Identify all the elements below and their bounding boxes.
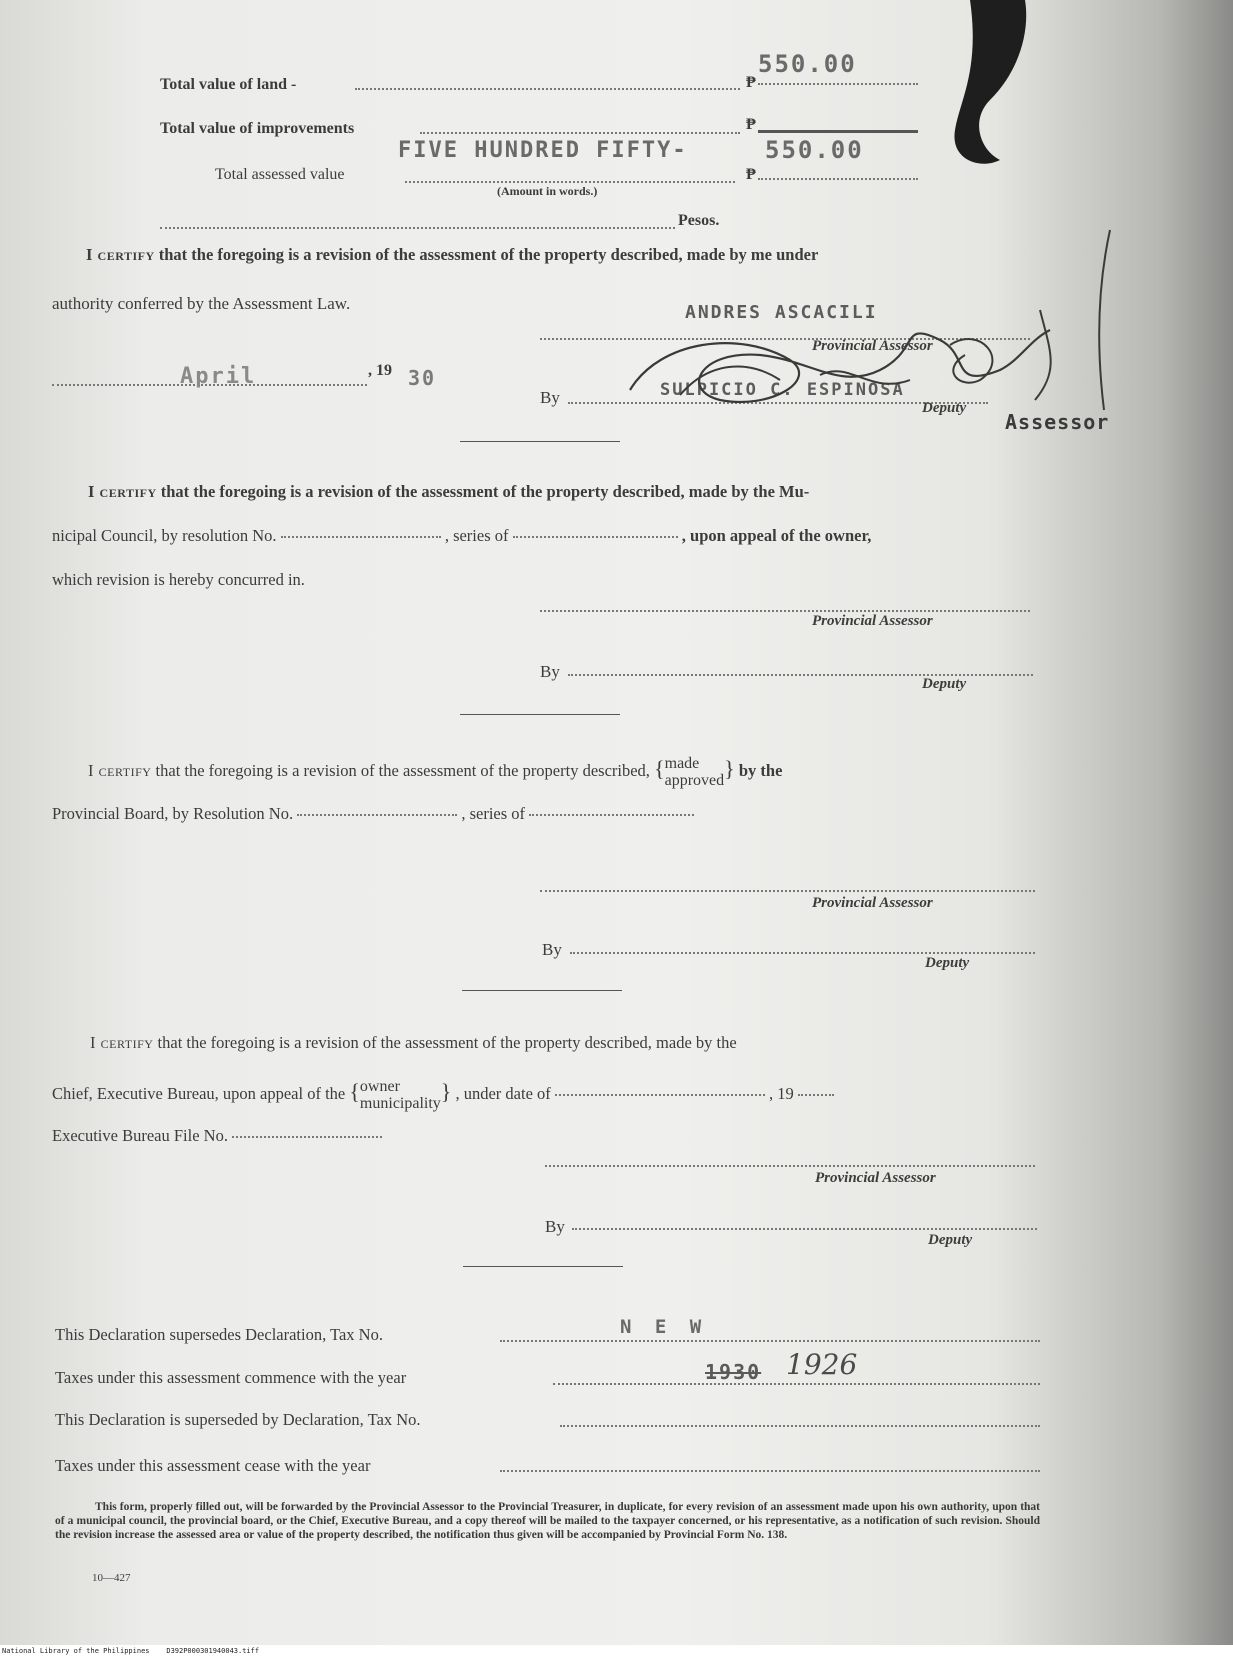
cease-line xyxy=(500,1470,1040,1472)
cert4-text-b1: Chief, Executive Bureau, upon appeal of the xyxy=(52,1083,346,1103)
margin-pen-stroke xyxy=(1090,225,1120,415)
cert4-opt-owner: owner xyxy=(359,1078,400,1095)
commence-typed-year: 1930 xyxy=(705,1360,762,1384)
cert3-deputy-line xyxy=(570,952,1035,954)
cert4-separator xyxy=(463,1266,623,1267)
cert4-by-label: By xyxy=(545,1217,565,1236)
cert1-line-a xyxy=(86,245,818,265)
cert4-file-field xyxy=(232,1136,382,1138)
cert4-text-b3: , 19 xyxy=(769,1083,794,1103)
cert2-assessor-role: Provincial Assessor xyxy=(812,613,933,629)
cert4-text-b2: , under date of xyxy=(455,1083,551,1103)
assessed-currency: ₱ xyxy=(746,166,756,183)
ink-blot xyxy=(930,0,1050,180)
cert3-separator xyxy=(462,990,622,991)
cert4-line-a xyxy=(90,1033,737,1053)
cert2-deputy-role: Deputy xyxy=(922,676,967,692)
cert1-date-year-suffix: 30 xyxy=(408,366,437,390)
cert2-series-field xyxy=(513,536,678,538)
cert3-text-b2: , series of xyxy=(461,804,526,823)
supersedes-value: N E W xyxy=(620,1316,708,1338)
improvements-label: Total value of improvements xyxy=(160,120,355,137)
cert3-text-a2: by the xyxy=(738,760,783,780)
signature-scribble xyxy=(620,300,1090,430)
cert3-line-b xyxy=(52,804,694,824)
cert4-line-b: Chief, Executive Bureau, upon appeal of the {owner municipality} , under date of , 19 xyxy=(52,1078,834,1112)
cert1-separator xyxy=(460,441,620,442)
cert3-series-field xyxy=(529,814,694,816)
cert4-opt-municipality: municipality xyxy=(359,1095,441,1112)
commence-label: Taxes under this assessment commence with the year xyxy=(55,1368,407,1387)
cert2-assessor-line xyxy=(540,610,1030,612)
cert2-lead: I certify xyxy=(88,482,157,501)
cert4-deputy-line xyxy=(572,1228,1037,1230)
cert2-text-b3: , upon appeal of the owner, xyxy=(681,526,872,545)
cert1-assessor-role: Provincial Assessor xyxy=(812,338,933,354)
scan-caption: National Library of the Philippines D392P000301940043.tiff xyxy=(0,1645,1233,1658)
superseded-by-line xyxy=(560,1425,1040,1427)
cert3-line-a: I certify that the foregoing is a revision of the assessment of the property described, {made approved} by the xyxy=(88,755,783,789)
supersedes-line xyxy=(500,1340,1040,1342)
assessed-value: 550.00 xyxy=(765,136,864,164)
cert3-assessor-role: Provincial Assessor xyxy=(812,895,933,911)
cert3-options xyxy=(665,755,725,789)
cert3-lead: I certify xyxy=(88,760,152,780)
cert1-deputy-role: Deputy xyxy=(922,400,967,416)
cert2-by-label: By xyxy=(540,662,560,681)
supersedes-label: This Declaration supersedes Declaration, Tax No. xyxy=(55,1325,383,1344)
cert4-deputy-role: Deputy xyxy=(928,1232,973,1248)
cert1-assessor-typed-name: ANDRES ASCACILI xyxy=(685,302,878,323)
land-value-line xyxy=(758,83,918,85)
assessed-leader xyxy=(405,181,735,183)
amount-in-words-hint: (Amount in words.) xyxy=(497,184,598,198)
cert3-assessor-line xyxy=(540,890,1035,892)
cert3-opt-made: made xyxy=(664,755,700,772)
cert2-text-a: that the foregoing is a revision of the assessment of the property described, made by the Mu- xyxy=(160,482,810,501)
land-leader xyxy=(355,88,740,90)
cert1-lead: I certify xyxy=(86,245,155,264)
cert4-line-c xyxy=(52,1126,382,1146)
cert4-assessor-line xyxy=(545,1165,1035,1167)
assessor-stamp: Assessor xyxy=(1005,410,1110,434)
cert1-text-a: that the foregoing is a revision of the assessment of the property described, made by me under xyxy=(158,245,819,264)
assessed-value-line xyxy=(758,178,918,180)
land-currency: ₱ xyxy=(746,74,756,91)
cert1-date-month: April xyxy=(180,364,257,389)
cert4-text-a: that the foregoing is a revision of the assessment of the property described, made by the xyxy=(157,1033,737,1052)
improvements-currency: ₱ xyxy=(746,116,756,133)
cert3-by-label: By xyxy=(542,940,562,959)
cert4-date-field xyxy=(555,1094,765,1096)
cert1-by-label: By xyxy=(540,388,560,407)
cert2-line-b xyxy=(52,526,871,546)
cert3-opt-approved: approved xyxy=(664,772,725,789)
cert3-resolution-field xyxy=(297,814,457,816)
superseded-by-label: This Declaration is superseded by Declaration, Tax No. xyxy=(55,1410,421,1429)
land-value-label: Total value of land - xyxy=(160,76,297,93)
commence-line xyxy=(553,1383,1040,1385)
commence-handwritten-year: 1926 xyxy=(786,1348,858,1381)
land-value: 550.00 xyxy=(758,50,857,78)
cert2-text-c: which revision is hereby concurred in. xyxy=(52,570,305,589)
cert3-text-a: that the foregoing is a revision of the assessment of the property described, xyxy=(155,760,650,780)
cert1-text-b: authority conferred by the Assessment Law. xyxy=(52,294,351,313)
pesos-line xyxy=(160,227,675,229)
cert4-assessor-role: Provincial Assessor xyxy=(815,1170,936,1186)
cert2-line-a xyxy=(88,482,809,502)
footer-note: This form, properly filled out, will be forwarded by the Provincial Assessor to the Provincial Treasurer, in duplicate, for every revision of an assessment made upon his own authority, upon that of a municipal council, the provincial board, or the Chief, Executive Bureau, and a copy thereof will be mailed to the taxpayer concerned, or his representative, as a notification of such revision. Should the revision increase the assessed area or value of the property described, the notification thus given will be accompanied by Provincial Form No. 138. xyxy=(55,1501,1040,1541)
pesos-label: Pesos. xyxy=(678,212,720,229)
cert2-text-b1: nicipal Council, by resolution No. xyxy=(52,526,277,545)
cert4-year-field xyxy=(798,1094,834,1096)
cert3-deputy-role: Deputy xyxy=(925,955,970,971)
form-code: 10—427 xyxy=(92,1572,131,1584)
amount-in-words: FIVE HUNDRED FIFTY- xyxy=(398,138,688,163)
cert2-resolution-field xyxy=(281,536,441,538)
cert2-text-b2: , series of xyxy=(444,526,509,545)
cert4-text-c: Executive Bureau File No. xyxy=(52,1126,228,1145)
assessed-value-label: Total assessed value xyxy=(215,166,345,183)
cert1-date-year-prefix: , 19 xyxy=(368,362,392,379)
cert1-deputy-typed-name: SULPICIO C. ESPINOSA xyxy=(660,380,905,400)
cert2-separator xyxy=(460,714,620,715)
cert4-options xyxy=(360,1078,441,1112)
improvements-total-rule xyxy=(758,130,918,133)
cert3-text-b1: Provincial Board, by Resolution No. xyxy=(52,804,294,823)
cert4-lead: I certify xyxy=(90,1033,154,1052)
improvements-leader xyxy=(420,132,740,134)
cease-label: Taxes under this assessment cease with the year xyxy=(55,1456,371,1475)
